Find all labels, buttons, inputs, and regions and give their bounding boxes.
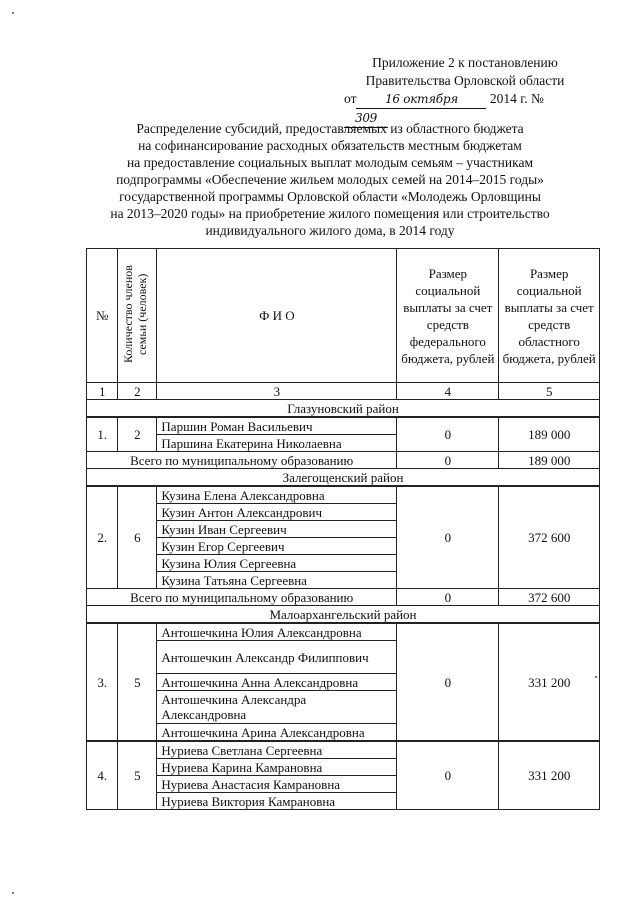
approval-line-2: Правительства Орловской области [365, 73, 565, 88]
district-glazunovsky: Глазуновский район [87, 400, 600, 418]
family-number: 1. [87, 417, 118, 452]
approval-number-handwritten: 309 [354, 111, 377, 125]
family-members: 5 [118, 741, 157, 810]
approval-year: 2014 г. № [489, 91, 544, 106]
title-line: индивидуального жилого дома, в 2014 году [205, 223, 455, 238]
title-line: на 2013–2020 годы» на приобретение жилого помещения или строительство [110, 206, 550, 221]
title-line: подпрограммы «Обеспечение жильем молодых семей на 2014–2015 годы» [116, 172, 544, 187]
header-regional: Размер социальной выплаты за счет средств областного бюджета, рублей [499, 249, 600, 383]
federal-amount: 0 [397, 486, 499, 589]
total-row [87, 452, 600, 469]
district-maloarkhangelsky: Малоархангельский район [87, 606, 600, 624]
district-row [87, 469, 600, 487]
district-row [87, 606, 600, 624]
member-name: Кузина Елена Александровна [157, 486, 397, 504]
member-name: Кузин Иван Сергеевич [157, 521, 397, 538]
total-federal: 0 [397, 452, 499, 469]
district-row [87, 400, 600, 418]
member-name: Кузин Егор Сергеевич [157, 538, 397, 555]
scan-speck [12, 892, 14, 894]
colnum-5: 5 [499, 383, 600, 400]
title-line: Распределение субсидий, предоставляемых из областного бюджета [136, 121, 524, 136]
family-row [87, 623, 600, 641]
member-name: Кузина Юлия Сергеевна [157, 555, 397, 572]
member-name: Кузин Антон Александрович [157, 504, 397, 521]
federal-amount: 0 [397, 741, 499, 810]
colnum-4: 4 [397, 383, 499, 400]
member-name: Нуриева Карина Камрановна [157, 759, 397, 776]
total-regional: 189 000 [499, 452, 600, 469]
family-number: 3. [87, 623, 118, 741]
approval-date-handwritten: 16 октября [385, 92, 458, 106]
member-name: Антошечкина Александра Александровна [157, 691, 397, 724]
total-label: Всего по муниципальному образованию [87, 589, 397, 606]
header-federal: Размер социальной выплаты за счет средств федерального бюджета, рублей [397, 249, 499, 383]
title-line: государственной программы Орловской области «Молодежь Орловщины [119, 189, 541, 204]
header-members-text: Количество членов семьи (человек) [121, 264, 150, 363]
family-members: 6 [118, 486, 157, 589]
approval-from: от [344, 91, 357, 106]
member-name: Антошечкина Арина Александровна [157, 724, 397, 742]
family-number: 2. [87, 486, 118, 589]
header-number: № [87, 249, 118, 383]
member-name: Нуриева Виктория Камрановна [157, 793, 397, 810]
member-name: Паршин Роман Васильевич [157, 417, 397, 435]
member-name: Кузина Татьяна Сергеевна [157, 572, 397, 589]
total-regional: 372 600 [499, 589, 600, 606]
member-name: Паршина Екатерина Николаевна [157, 435, 397, 452]
family-members: 5 [118, 623, 157, 741]
scan-speck [12, 12, 14, 14]
title-line: на предоставление социальных выплат молодым семьям – участникам [127, 155, 533, 170]
document-title [70, 120, 590, 239]
approval-line-1: Приложение 2 к постановлению [372, 55, 558, 70]
colnum-2: 2 [118, 383, 157, 400]
member-name: Антошечкина Анна Александровна [157, 674, 397, 691]
member-name: Нуриева Светлана Сергеевна [157, 741, 397, 759]
header-row [87, 249, 600, 383]
federal-amount: 0 [397, 623, 499, 741]
regional-amount: 372 600 [499, 486, 600, 589]
title-line: на софинансирование расходных обязательств местным бюджетам [138, 138, 522, 153]
district-zalegoshchensky: Залегощенский район [87, 469, 600, 487]
subsidy-table [86, 248, 600, 810]
column-number-row [87, 383, 600, 400]
member-name: Нуриева Анастасия Камрановна [157, 776, 397, 793]
family-row [87, 741, 600, 759]
regional-amount: 189 000 [499, 417, 600, 452]
member-name: Антошечкин Александр Филиппович [157, 641, 397, 674]
family-members: 2 [118, 417, 157, 452]
federal-amount: 0 [397, 417, 499, 452]
approval-block [340, 54, 590, 128]
colnum-1: 1 [87, 383, 118, 400]
scan-speck [595, 676, 597, 678]
family-number: 4. [87, 741, 118, 810]
family-row [87, 417, 600, 435]
regional-amount: 331 200 [499, 741, 600, 810]
total-row [87, 589, 600, 606]
header-fio: Ф И О [157, 249, 397, 383]
total-label: Всего по муниципальному образованию [87, 452, 397, 469]
family-row [87, 486, 600, 504]
member-name: Антошечкина Юлия Александровна [157, 623, 397, 641]
colnum-3: 3 [157, 383, 397, 400]
regional-amount: 331 200 [499, 623, 600, 741]
total-federal: 0 [397, 589, 499, 606]
header-members [118, 249, 157, 383]
